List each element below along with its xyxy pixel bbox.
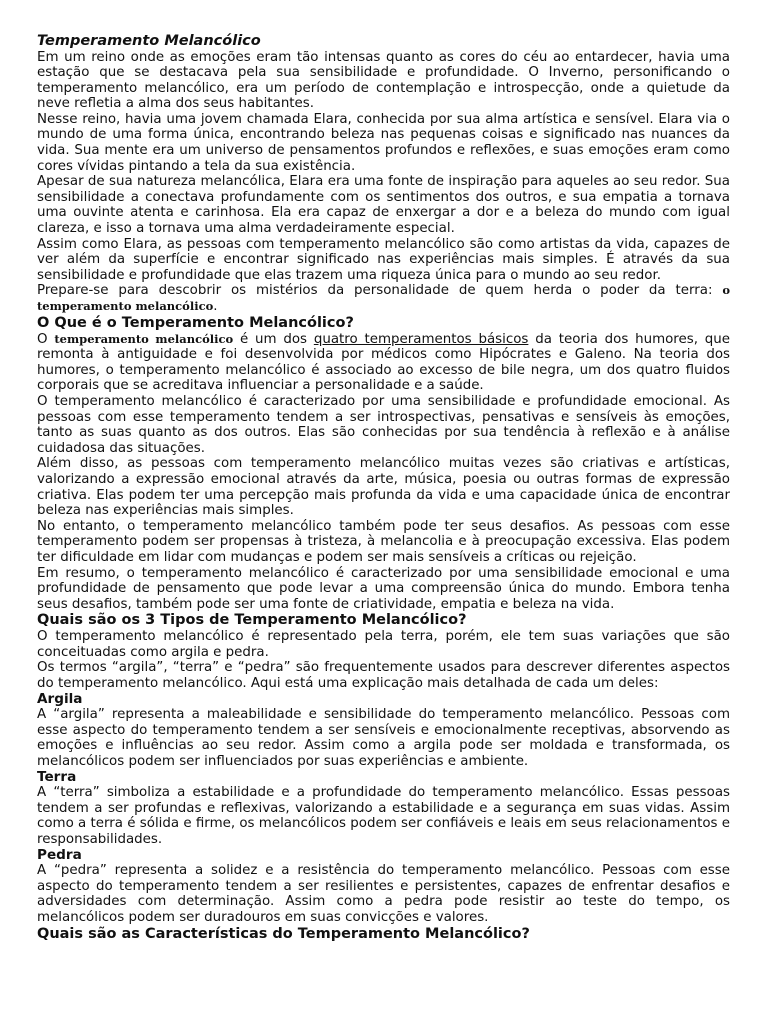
section1-paragraph-5: Em resumo, o temperamento melancólico é caracterizado por uma sensibilidade emocional e uma profundidade de pensamento que pode levar a uma compreensão única do mundo. Embora tenha seus desafios, também pode ser uma fonte de criatividade, empatia e beleza na vida. — [37, 565, 730, 612]
argila-paragraph: A “argila” representa a maleabilidade e sensibilidade do temperamento melancólico. Pessoas com esse aspecto do temperamento tendem a ser sensíveis e emocionalmente receptivas, absorvendo as emoções e influências ao seu redor. Assim como a argila pode ser moldada e transformada, os melancólicos podem ser influenciados por suas experiências e ambiente. — [37, 707, 730, 770]
subheading-pedra: Pedra — [37, 846, 82, 863]
document-title: Temperamento Melancólico — [37, 33, 261, 49]
section1-paragraph-1 — [37, 332, 730, 394]
intro-paragraph-1: Em um reino onde as emoções eram tão intensas quanto as cores do céu ao entardecer, havia uma estação que se destacava pela sua sensibilidade e profundidade. O Inverno, personificando o temperamento melancólico, era um período de contemplação e introspecção, onde a quietude da neve refletia a alma dos seus habitantes. — [37, 49, 730, 112]
section-heading-characteristics: Quais são as Características do Temperamento Melancólico? — [37, 925, 530, 942]
section1-paragraph-3: Além disso, as pessoas com temperamento melancólico muitas vezes são criativas e artísticas, valorizando a expressão emocional através da arte, música, poesia ou outras formas de expressão criativa. Elas podem ter uma percepção mais profunda da vida e uma capacidade única de encontrar beleza nas experiências mais simples. — [37, 456, 730, 519]
intro-paragraph-5-text: Prepare-se para descobrir os mistérios da personalidade de quem herda o poder da terra: — [37, 283, 723, 299]
intro-paragraph-5-bold: o temperamento melancólico — [37, 283, 730, 313]
section1-paragraph-4: No entanto, o temperamento melancólico também pode ter seus desafios. As pessoas com esse temperamento podem ser propensas à tristeza, à melancolia e à preocupação excessiva. Elas podem ter dificuldade em lidar com mudanças e podem ser mais sensíveis a críticas ou rejeição. — [37, 518, 730, 565]
section1-p1-mid: é um dos — [233, 331, 314, 347]
section1-paragraph-2: O temperamento melancólico é caracterizado por uma sensibilidade e profundidade emocional. As pessoas com esse temperamento tendem a ser introspectivas, pensativas e sensíveis às emoções, tanto as suas quanto as dos outros. Elas são conhecidas por sua tendência à reflexão e à análise cuidadosa das situações. — [37, 393, 730, 456]
intro-paragraph-5-end: . — [213, 299, 218, 314]
document-body — [37, 33, 730, 943]
section1-p1-start: O — [37, 331, 55, 347]
pedra-paragraph: A “pedra” representa a solidez e a resistência do temperamento melancólico. Pessoas com esse aspecto do temperamento tendem a ser resilientes e persistentes, capazes de enfrentar desafios e adversidades com determinação. Assim como a pedra pode resistir ao teste do tempo, os melancólicos podem ser duradouros em suas convicções e valores. — [37, 863, 730, 925]
section-heading-types: Quais são os 3 Tipos de Temperamento Melancólico? — [37, 612, 467, 629]
terra-paragraph: A “terra” simboliza a estabilidade e a profundidade do temperamento melancólico. Essas pessoas tendem a ser profundas e reflexivas, valorizando a estabilidade e a segurança em suas vidas. Assim como a terra é sólida e firme, os melancólicos podem ser confiáveis e leais em seus relacionamentos e responsabilidades. — [37, 785, 730, 847]
subheading-argila: Argila — [37, 690, 83, 707]
section1-p1-end: da teoria dos humores, que remonta à antiguidade e foi desenvolvida por médicos como Hipócrates e Galeno. Na teoria dos humores, o temperamento melancólico é associado ao excesso de bile negra, um dos quatro fluidos corporais que se acreditava influenciar a personalidade e a saúde. — [37, 331, 731, 394]
intro-paragraph-5 — [37, 283, 730, 314]
section2-paragraph-2: Os termos “argila”, “terra” e “pedra” são frequentemente usados para descrever diferentes aspectos do temperamento melancólico. Aqui está uma explicação mais detalhada de cada um deles: — [37, 660, 730, 692]
subheading-terra: Terra — [37, 768, 77, 785]
four-temperaments-link[interactable]: quatro temperamentos básicos — [313, 331, 529, 347]
section2-paragraph-1: O temperamento melancólico é representado pela terra, porém, ele tem suas variações que são conceituadas como argila e pedra. — [37, 629, 730, 660]
section-heading-what-is: O Que é o Temperamento Melancólico? — [37, 314, 354, 331]
intro-paragraph-4: Assim como Elara, as pessoas com temperamento melancólico são como artistas da vida, capazes de ver além da superfície e encontrar significado nas experiências mais simples. É através da sua sensibilidade e profundidade que elas trazem uma riqueza única para o mundo ao seu redor. — [37, 236, 730, 283]
section1-p1-bold: temperamento melancólico — [54, 331, 234, 346]
intro-paragraph-3: Apesar de sua natureza melancólica, Elara era uma fonte de inspiração para aqueles ao seu redor. Sua sensibilidade a conectava profundamente com os sentimentos dos outros, e sua empatia a tornava uma ouvinte atenta e carinhosa. Ela era capaz de enxergar a dor e a beleza do mundo com igual clareza, e isso a tornava uma alma verdadeiramente especial. — [37, 174, 730, 237]
intro-paragraph-2: Nesse reino, havia uma jovem chamada Elara, conhecida por sua alma artística e sensível. Elara via o mundo de uma forma única, encontrando beleza nas pequenas coisas e significado nas nuances da vida. Sua mente era um universo de pensamentos profundos e reflexões, e suas emoções eram como cores vívidas pintando a tela da sua existência. — [37, 111, 730, 174]
